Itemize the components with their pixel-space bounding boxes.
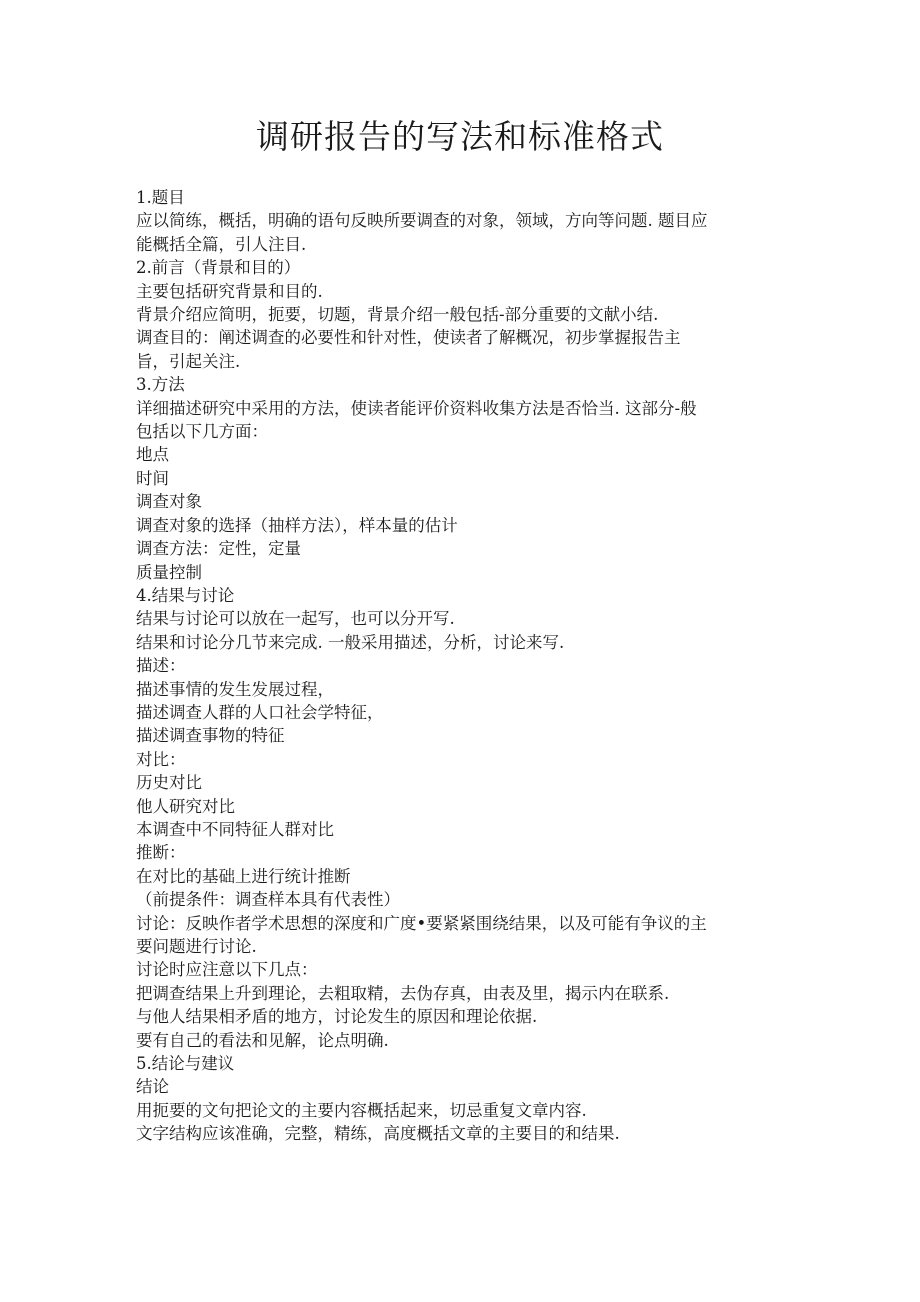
document-body: [136, 186, 784, 1146]
list-item: 描述事情的发生发展过程，: [136, 679, 334, 699]
paragraph-line: 文字结构应该准确，完整，精练，高度概括文章的主要目的和结果.: [136, 1124, 620, 1144]
list-item: 历史对比: [136, 773, 202, 793]
list-item: 本调查中不同特征人群对比: [136, 819, 334, 839]
paragraph-line: 调查目的：阐述调查的必要性和针对性，使读者了解概况，初步掌握报告主: [136, 328, 681, 348]
paragraph-line: 背景介绍应简明，扼要，切题，背景介绍一般包括-部分重要的文献小结.: [136, 305, 659, 325]
paragraph-line: 要问题进行讨论.: [136, 937, 257, 956]
list-item: 在对比的基础上进行统计推断: [136, 866, 351, 886]
list-item: 质量控制: [136, 562, 202, 582]
list-item: 与他人结果相矛盾的地方，讨论发生的原因和理论依据.: [136, 1007, 538, 1027]
paragraph-line: 包括以下几方面：: [136, 422, 268, 442]
paragraph-line: 旨，引起关注.: [136, 351, 241, 371]
paragraph-line: 讨论：反映作者学术思想的深度和广度•要紧紧围绕结果，以及可能有争议的主: [136, 913, 707, 933]
paragraph-line: 主要包括研究背景和目的.: [136, 281, 323, 301]
subheading: 结论: [136, 1077, 169, 1097]
list-item: 调查对象: [136, 492, 202, 512]
list-item: 把调查结果上升到理论，去粗取精，去伪存真，由表及里，揭示内在联系.: [136, 983, 670, 1003]
paragraph-line: 详细描述研究中采用的方法，使读者能评价资料收集方法是否恰当. 这部分-般: [136, 398, 697, 418]
list-item: 要有自己的看法和见解，论点明确.: [136, 1030, 389, 1050]
list-item: 他人研究对比: [136, 796, 235, 816]
paragraph-line: 应以简练，概括，明确的语句反映所要调查的对象，领域，方向等问题. 题目应: [136, 211, 708, 231]
subheading: 对比：: [136, 749, 186, 769]
list-item: 地点: [136, 445, 169, 465]
section-heading-results: 4.结果与讨论: [136, 585, 235, 605]
list-item: 调查对象的选择（抽样方法），样本量的估计: [136, 515, 458, 535]
list-item: 时间: [136, 468, 169, 488]
section-heading-method: 3.方法: [136, 375, 185, 395]
paragraph-line: 用扼要的文句把论文的主要内容概括起来，切忌重复文章内容.: [136, 1100, 587, 1120]
paragraph-line: 结果与讨论可以放在一起写，也可以分开写.: [136, 609, 455, 629]
list-item: 描述调查人群的人口社会学特征，: [136, 702, 384, 722]
paragraph-line: 结果和讨论分几节来完成. 一般采用描述，分析，讨论来写.: [136, 632, 565, 652]
list-item: 描述调查事物的特征: [136, 726, 285, 746]
paragraph-line: 讨论时应注意以下几点：: [136, 960, 318, 980]
document-title: 调研报告的写法和标准格式: [256, 117, 664, 156]
list-item: 调查方法：定性，定量: [136, 539, 301, 559]
subheading: 描述：: [136, 656, 186, 676]
paragraph-line: 能概括全篇，引人注目.: [136, 234, 307, 254]
section-heading-conclusion: 5.结论与建议: [136, 1054, 235, 1074]
section-heading-preface: 2.前言（背景和目的）: [136, 258, 301, 278]
subheading: 推断：: [136, 843, 186, 863]
list-item: （前提条件：调查样本具有代表性）: [136, 890, 400, 910]
section-heading-title: 1.题目: [136, 188, 185, 207]
